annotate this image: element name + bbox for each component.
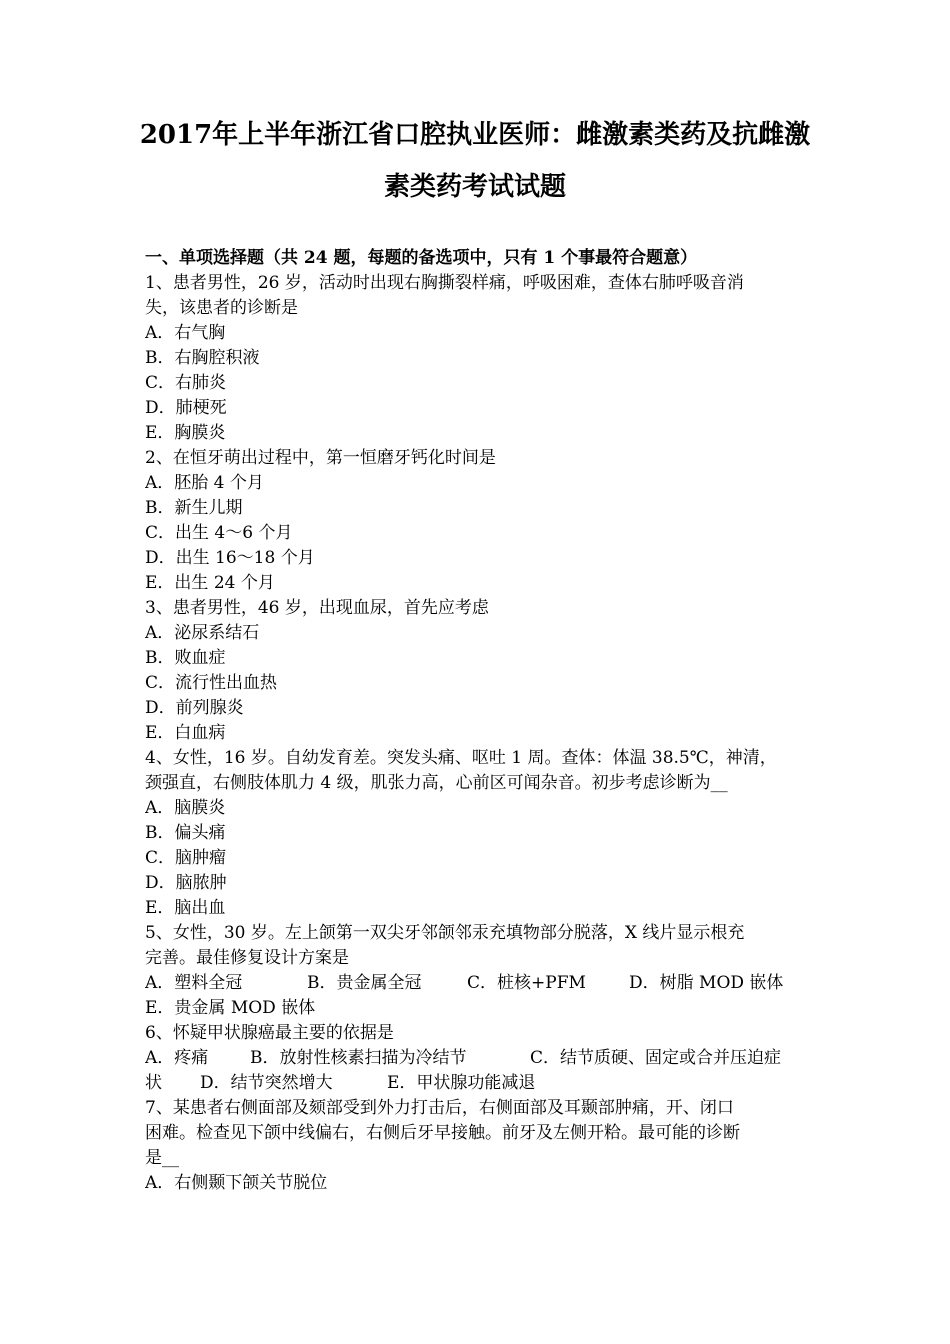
question-6-option-a: A．疼痛 — [145, 1048, 209, 1068]
question-4-option-c: C．脑肿瘤 — [145, 848, 227, 868]
question-2-option-d: D．出生 16～18 个月 — [145, 548, 315, 568]
question-2-option-c: C．出生 4～6 个月 — [145, 523, 293, 543]
question-3-option-b: B．败血症 — [145, 648, 226, 668]
question-7-stem: 7、某患者右侧面部及颏部受到外力打击后，右侧面部及耳颞部肿痛，开、闭口 — [145, 1098, 734, 1118]
question-5-stem-cont: 完善。最佳修复设计方案是 — [145, 948, 349, 968]
section-heading: 一、单项选择题（共 24 题，每题的备选项中，只有 1 个事最符合题意） — [145, 248, 698, 268]
question-5-options-row — [145, 971, 825, 996]
question-3-stem: 3、患者男性，46 岁，出现血尿，首先应考虑 — [145, 598, 489, 618]
question-2-option-e: E．出生 24 个月 — [145, 573, 275, 593]
question-4-option-b: B．偏头痛 — [145, 823, 226, 843]
question-2-stem: 2、在恒牙萌出过程中，第一恒磨牙钙化时间是 — [145, 448, 496, 468]
question-1-stem: 1、患者男性，26 岁，活动时出现右胸撕裂样痛，呼吸困难，查体右肺呼吸音消 — [145, 273, 744, 293]
question-5-option-e: E．贵金属 MOD 嵌体 — [145, 998, 316, 1018]
question-1-option-d: D．肺梗死 — [145, 398, 227, 418]
question-5-option-d: D．树脂 MOD 嵌体 — [629, 973, 784, 993]
question-4-option-d: D．脑脓肿 — [145, 873, 227, 893]
question-4-option-e: E．脑出血 — [145, 898, 226, 918]
question-1-option-b: B．右胸腔积液 — [145, 348, 260, 368]
question-4-option-a: A．脑膜炎 — [145, 798, 226, 818]
question-6-options-row2 — [145, 1071, 825, 1096]
question-4-stem: 4、女性，16 岁。自幼发育差。突发头痛、呕吐 1 周。查体：体温 38.5℃，神清， — [145, 748, 777, 768]
question-5-option-a: A．塑料全冠 — [145, 973, 243, 993]
question-5-option-c: C．桩核+PFM — [467, 973, 586, 993]
question-6-option-c-cont: 状 — [145, 1073, 162, 1093]
question-7-stem-cont: 困难。检查见下颌中线偏右，右侧后牙早接触。前牙及左侧开粭。最可能的诊断 — [145, 1123, 740, 1143]
question-5-option-b: B．贵金属全冠 — [307, 973, 422, 993]
question-6-stem: 6、怀疑甲状腺癌最主要的依据是 — [145, 1023, 394, 1043]
question-6-option-d: D．结节突然增大 — [200, 1073, 333, 1093]
question-3-option-e: E．白血病 — [145, 723, 226, 743]
question-3-option-c: C．流行性出血热 — [145, 673, 278, 693]
question-3-option-d: D．前列腺炎 — [145, 698, 244, 718]
document-title-line1: 2017年上半年浙江省口腔执业医师：雌激素类药及抗雌激 — [139, 120, 811, 150]
question-4-stem-cont: 颈强直，右侧肢体肌力 4 级，肌张力高，心前区可闻杂音。初步考虑诊断为__ — [145, 773, 728, 793]
question-7-stem-cont2: 是__ — [145, 1148, 179, 1168]
question-1-stem-cont: 失，该患者的诊断是 — [145, 298, 298, 318]
question-3-option-a: A．泌尿系结石 — [145, 623, 260, 643]
question-2-option-a: A．胚胎 4 个月 — [145, 473, 264, 493]
document-body — [145, 246, 825, 1196]
question-6-options-row1 — [145, 1046, 825, 1071]
question-1-option-a: A．右气胸 — [145, 323, 226, 343]
question-1-option-e: E．胸膜炎 — [145, 423, 226, 443]
question-6-option-c: C．结节质硬、固定或合并压迫症 — [530, 1048, 782, 1068]
question-2-option-b: B．新生儿期 — [145, 498, 243, 518]
document-title-line2: 素类药考试试题 — [383, 172, 566, 202]
question-6-option-e: E．甲状腺功能减退 — [387, 1073, 536, 1093]
question-5-stem: 5、女性，30 岁。左上颌第一双尖牙邻颌邻汞充填物部分脱落，X 线片显示根充 — [145, 923, 745, 943]
question-7-option-a: A．右侧颞下颌关节脱位 — [145, 1173, 328, 1193]
question-6-option-b: B．放射性核素扫描为冷结节 — [250, 1048, 467, 1068]
question-1-option-c: C．右肺炎 — [145, 373, 227, 393]
